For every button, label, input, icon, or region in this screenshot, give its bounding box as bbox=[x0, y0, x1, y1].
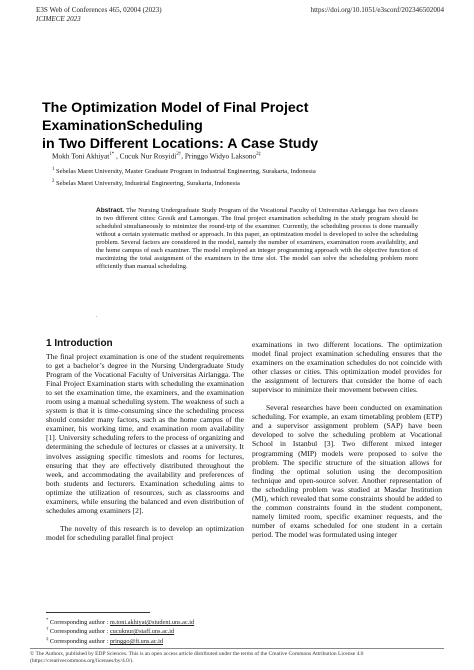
email-link[interactable]: cucuknur@staff.uns.ac.id bbox=[109, 628, 175, 636]
author-name: Cucuk Nur Rosyidi bbox=[119, 151, 177, 161]
license-footer bbox=[30, 651, 444, 665]
affiliation-mark: 1 bbox=[52, 167, 55, 172]
footnote-mark: * bbox=[46, 617, 49, 622]
body-paragraph: The final project examination is one of the student requirements to get a bachelor’s degree in the Nursing Undergraduate Study Program of the Vocational Faculty of Universitas Airlangga. The Final Project Examination starts with scheduling the examination to set the examination time, the examiners, and the examination room using a manual scheduling system. The weakness of such a system is that it is time-consuming since the scheduling process should consider many factors, such as the home campus of the examiner, his working time, and examination room availability [1]. University scheduling refers to the process of organizing and determining the schedule of lectures or classes at a university. It involves assigning specific timeslots and rooms for lectures, ensuring that they are effectively distributed throughout the week, and accommodating the availability and preferences of both students and lecturers. Examination scheduling aims to optimize the utilization of resources, such as classrooms and examiners, while ensuring the balanced and even distribution of schedules among examiners [2]. bbox=[46, 352, 244, 515]
author-mark: 2‡ bbox=[256, 152, 261, 157]
author-name: Mokh Toni Akhiyat bbox=[52, 151, 110, 161]
footnote-mark: † bbox=[46, 626, 49, 631]
affiliation-text: Sebelas Maret University, Industrial Engineering, Surakarta, Indonesia bbox=[56, 180, 240, 188]
affiliation-mark: 2 bbox=[52, 179, 55, 184]
author-mark: 2† bbox=[176, 152, 182, 157]
running-header-left bbox=[36, 6, 162, 24]
abstract-text: The Nursing Undergraduate Study Program of the Vocational Faculty of Universitas Airlangga has two classes in two different cities: Gresik and Lamongan. The final project examination scheduling in the study program should be scheduled simultaneously to minimize the round-trip of the examiner. Currently, the scheduling process is done manually without a certain systematic method or approach. In this paper, an optimization model is developed to solve the scheduling problem. Several factors are considered in the model, namely the number of examiners, examination room availability, and the home campus of each examiner. The model employed an integer programming approach with the objective function of maximizing the total assignment of the examiners in the time slot. The model can solve the scheduling problem more efficiently than manual scheduling. bbox=[96, 207, 418, 271]
section-heading: 1 Introduction bbox=[46, 338, 113, 349]
author-mark: 1* bbox=[109, 152, 115, 157]
abstract-label: Abstract. bbox=[96, 207, 125, 214]
body-column-right bbox=[252, 340, 442, 539]
body-paragraph: The novelty of this research is to develop an optimization model for scheduling parallel final project bbox=[46, 523, 244, 542]
footnote-divider bbox=[46, 612, 150, 613]
author-separator: , bbox=[181, 151, 185, 161]
journal-citation: E3S Web of Conferences 465, 02004 (2023) bbox=[36, 6, 162, 14]
footer-divider bbox=[30, 648, 444, 649]
email-link[interactable]: pringgo@ft.uns.ac.id bbox=[109, 638, 164, 646]
body-column-left bbox=[46, 352, 244, 542]
conference-short-name: ICIMECE 2023 bbox=[36, 15, 81, 23]
abstract bbox=[96, 207, 418, 271]
author-list bbox=[52, 150, 261, 160]
license-link[interactable]: (https://creativecommons.org/licenses/by/4.0/). bbox=[30, 658, 134, 664]
abstract-mark: . bbox=[96, 313, 98, 319]
footnote bbox=[46, 635, 163, 646]
body-paragraph: Several researches have been conducted on examination scheduling. For example, an exam timetabling problem (ETP) and a supervisor assignment problem (SAP) have been developed to solve the scheduling problem at Vocational School in Istanbul [3]. Two different mixed integer programming (MIP) models were proposed to solve the problem. The specific structure of the situation allows for finding the optimal solution using the decomposition technique and open-source solver. Another representation of the scheduling problem was studied at Masdar Institution (MI), which revealed that some constraints should be added to the common constraints found in the student component, namely limited room, specific examiner requests, and the number of exams scheduled for one student in a certain period. The model was formulated using integer bbox=[252, 403, 442, 539]
author-separator: , bbox=[115, 151, 120, 161]
license-text: © The Authors, published by EDP Sciences. This is an open access article distributed under the terms of the Creative Commons Attribution License 4.0 bbox=[30, 651, 364, 657]
footnote-label: Corresponding author : bbox=[49, 638, 110, 646]
paper-title-line-1: The Optimization Model of Final Project ExaminationScheduling bbox=[42, 100, 309, 134]
affiliation-2 bbox=[52, 178, 240, 188]
footnote-mark: ‡ bbox=[46, 636, 49, 641]
affiliation-text: Sebelas Maret University, Master Graduate Program in Industrial Engineering, Surakarta, Indonesia bbox=[56, 168, 316, 176]
affiliation-1 bbox=[52, 166, 316, 176]
author-name: Pringgo Widyo Laksono bbox=[184, 151, 257, 161]
doi-link[interactable]: https://doi.org/10.1051/e3sconf/202346502004 bbox=[310, 6, 444, 14]
body-paragraph: examinations in two different locations. The optimization model final project examination scheduling ensures that the examiners on the examination schedules do not coincide with other classes or cities. This optimization model provides for the assignment of lecturers that consider the home of each supervisor to minimize their movement between cities. bbox=[252, 340, 442, 395]
footnote-label: Corresponding author : bbox=[49, 619, 110, 627]
paper-title-line-2: in Two Different Locations: A Case Study bbox=[42, 136, 319, 152]
footnote-label: Corresponding author : bbox=[49, 628, 110, 636]
paper-title bbox=[42, 99, 442, 153]
email-link[interactable]: m.toni.akhiyat@student.uns.ac.id bbox=[109, 619, 195, 627]
